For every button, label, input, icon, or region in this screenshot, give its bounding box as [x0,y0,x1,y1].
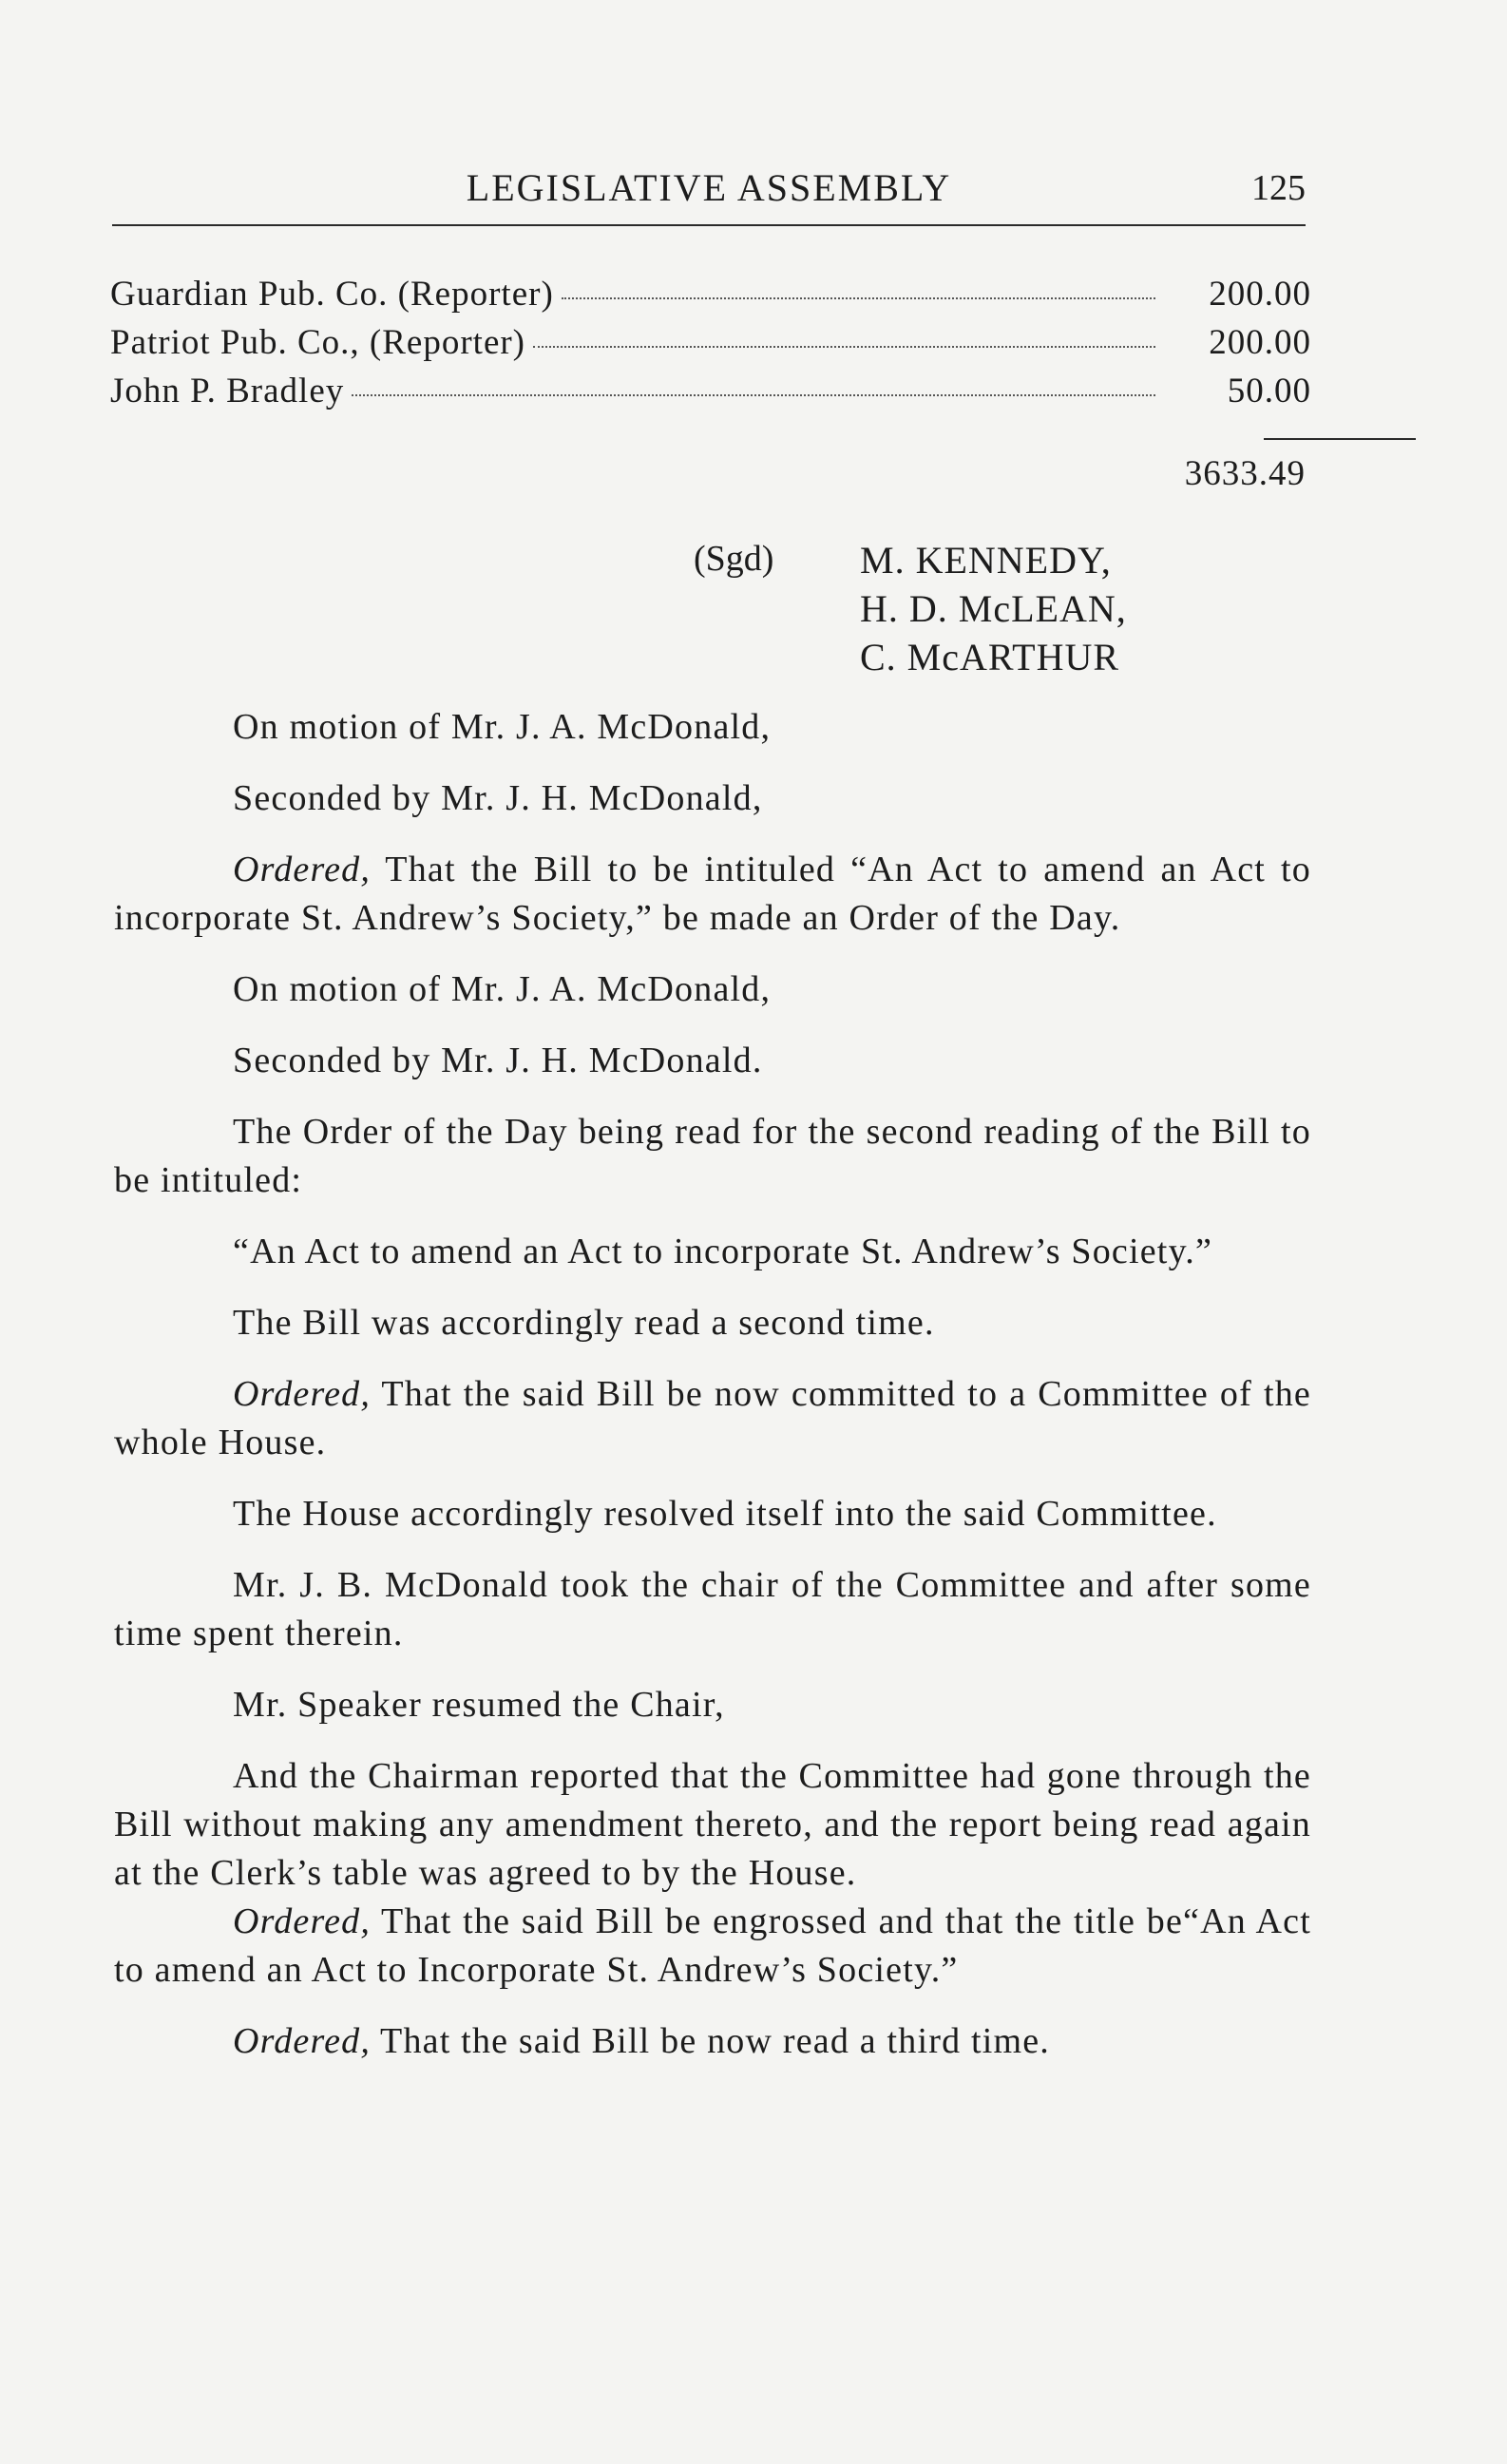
paragraph-text: And the Chairman reported that the Committee had gone through the Bill without making any amendment thereto, and the report being read again at the Clerk’s table was agreed to by the House. [114,1756,1311,1893]
paragraph [114,703,1311,752]
paragraph-text: Mr. Speaker resumed the Chair, [233,1685,725,1725]
paragraph-lead: Ordered, [233,1901,372,1941]
paragraph [114,1370,1311,1467]
signatory-name: H. D. McLEAN, [860,587,1127,630]
paragraph [114,1898,1311,1995]
paragraph-lead: Ordered, [233,2021,372,2061]
ledger-amount: 200.00 [1209,323,1311,362]
paragraph [114,2017,1311,2066]
ledger-amount: 200.00 [1209,275,1311,314]
paragraph [114,1228,1311,1276]
signatory-name: M. KENNEDY, [860,539,1112,582]
ledger-row [110,274,1311,322]
paragraph-text: “An Act to amend an Act to incorporate St. Andrew’s Society.” [233,1232,1213,1271]
paragraph-text: The Bill was accordingly read a second time. [233,1303,935,1343]
paragraph [114,1037,1311,1085]
paragraph-text: Seconded by Mr. J. H. McDonald. [233,1041,763,1080]
paragraph [114,965,1311,1014]
ledger-row [110,322,1311,371]
leader-dots [533,345,1155,348]
paragraph [114,774,1311,823]
signatory-list [860,538,1240,683]
paragraph-text: The House accordingly resolved itself into the said Committee. [233,1494,1217,1534]
paragraph [114,1561,1311,1658]
page-header [112,162,1306,226]
paragraph-text: Seconded by Mr. J. H. McDonald, [233,778,763,818]
ledger-row [110,371,1311,419]
ledger-amount: 50.00 [1227,372,1311,411]
paragraph [114,1108,1311,1205]
paragraph [114,846,1311,943]
paragraph-lead: Ordered, [233,850,372,889]
signatory-name: C. McARTHUR [860,636,1120,678]
ledger-label: Patriot Pub. Co., (Reporter) [110,323,526,362]
paragraph [114,1681,1311,1729]
leader-dots [352,393,1155,396]
ledger-label: Guardian Pub. Co. (Reporter) [110,275,554,314]
page-number: 125 [1251,168,1306,208]
paragraph-text: On motion of Mr. J. A. McDonald, [233,707,772,747]
header-title: LEGISLATIVE ASSEMBLY [466,166,952,209]
paragraph-lead: Ordered, [233,1374,372,1414]
paragraph-text: On motion of Mr. J. A. McDonald, [233,969,772,1009]
paragraph-text: That the said Bill be engrossed and that the title be“An Act to amend an Act to Incorporate St. Andrew’s Society.” [114,1901,1311,1990]
ledger-label: John P. Bradley [110,372,345,411]
paragraph-text: That the said Bill be now read a third time. [371,2021,1051,2061]
paragraph-text: The Order of the Day being read for the second reading of the Bill to be intituled: [114,1112,1311,1200]
paragraph-text: Mr. J. B. McDonald took the chair of the Committee and after some time spent therein. [114,1565,1311,1653]
paragraph [114,1490,1311,1538]
paragraph-text: That the Bill to be intituled “An Act to amend an Act to incorporate St. Andrew’s Society,” be made an Order of the Day. [114,850,1311,938]
ledger-total: 3633.49 [1184,454,1306,493]
expense-ledger [110,274,1311,494]
leader-dots [562,296,1155,299]
paragraph-text: That the said Bill be now committed to a Committee of the whole House. [114,1374,1311,1462]
minutes-body [114,703,1311,2089]
paragraph [114,1299,1311,1347]
signature-prefix: (Sgd) [694,539,774,579]
paragraph [114,1752,1311,1898]
